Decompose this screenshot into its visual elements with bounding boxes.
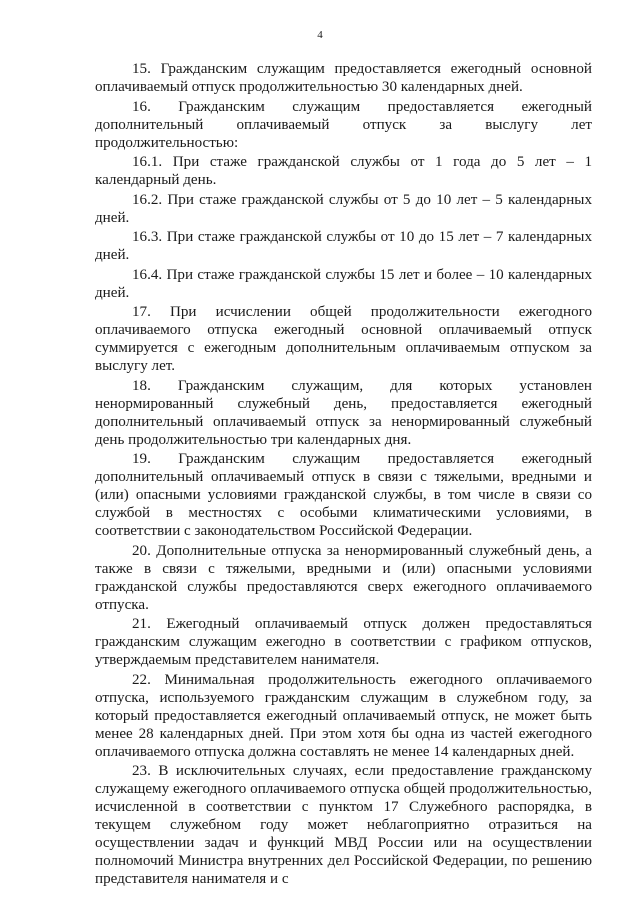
paragraph-19: 19. Гражданским служащим предоставляется ежегодный дополнительный оплачиваемый отпуск в связи с тяжелыми, вредными и (или) опасными условиями гражданской службы, в том числе в связи со службой в местностях с особыми климатическими условиями, в соответствии с законодательством Российской Федерации. bbox=[95, 451, 592, 539]
paragraph-16: 16. Гражданским служащим предоставляется ежегодный дополнительный оплачиваемый отпуск за выслугу лет продолжительностью: bbox=[95, 98, 592, 151]
paragraph-15: 15. Гражданским служащим предоставляется ежегодный основной оплачиваемый отпуск продолжительностью 30 календарных дней. bbox=[95, 61, 592, 95]
paragraph-18: 18. Гражданским служащим, для которых установлен ненормированный служебный день, предоставляется ежегодный дополнительный оплачиваемый отпуск за ненормированный служебный день продолжительностью три календарных дня. bbox=[95, 377, 592, 448]
paragraph-20: 20. Дополнительные отпуска за ненормированный служебный день, а также в связи с тяжелыми, вредными и (или) опасными условиями гражданской службы предоставляются сверх ежегодного оплачиваемого отпуска. bbox=[95, 542, 592, 613]
paragraph-17: 17. При исчислении общей продолжительности ежегодного оплачиваемого отпуска ежегодный основной оплачиваемый отпуск суммируется с ежегодным дополнительным оплачиваемым отпуском за выслугу лет. bbox=[95, 304, 592, 374]
paragraph-22: 22. Минимальная продолжительность ежегодного оплачиваемого отпуска, используемого гражданским служащим в служебном году, за который предоставляется ежегодный оплачиваемый отпуск, не может быть менее 28 календарных дней. При этом хотя бы одна из частей ежегодного оплачиваемого отпуска должна составлять не менее 14 календарных дней. bbox=[95, 671, 592, 760]
page-number: 4 bbox=[317, 29, 323, 41]
paragraph-16-4: 16.4. При стаже гражданской службы 15 лет и более – 10 календарных дней. bbox=[95, 266, 592, 301]
paragraph-16-1: 16.1. При стаже гражданской службы от 1 года до 5 лет – 1 календарный день. bbox=[95, 154, 592, 188]
paragraph-16-3: 16.3. При стаже гражданской службы от 10 до 15 лет – 7 календарных дней. bbox=[95, 229, 592, 263]
paragraph-23: 23. В исключительных случаях, если предоставление гражданскому служащему ежегодного оплачиваемого отпуска общей продолжительностью, исчисленной в соответствии с пунктом 17 Служебного распорядка, в текущем служебном году может неблагоприятно отразиться на осуществлении задач и функций МВД России или на осуществлении полномочий Министра внутренних дел Российской Федерации, по решению представителя нанимателя и с bbox=[95, 763, 592, 887]
paragraph-21: 21. Ежегодный оплачиваемый отпуск должен предоставляться гражданским служащим ежегодно в соответствии с графиком отпусков, утверждаемым представителем нанимателя. bbox=[95, 616, 592, 668]
paragraph-16-2: 16.2. При стаже гражданской службы от 5 до 10 лет – 5 календарных дней. bbox=[95, 191, 592, 226]
document-body bbox=[95, 60, 592, 890]
